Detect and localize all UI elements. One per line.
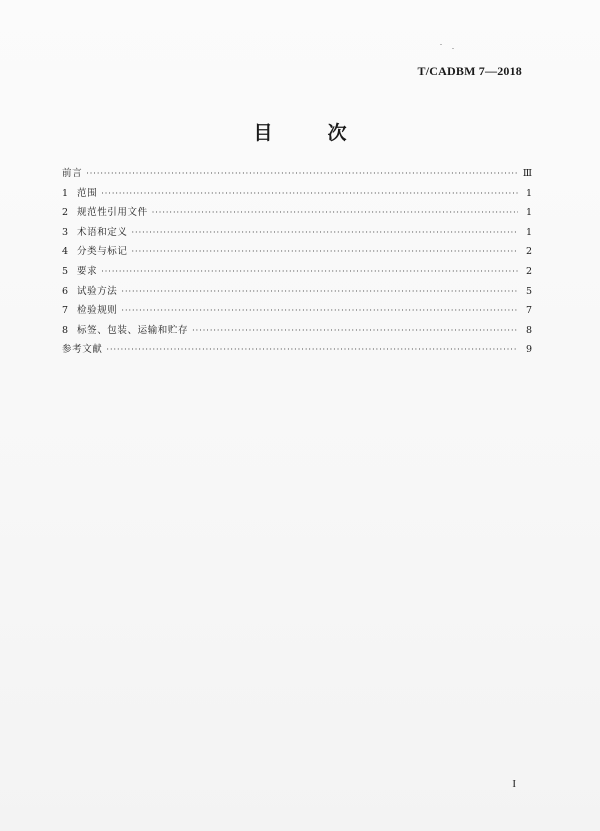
toc-entry-number: 5 [62, 265, 69, 277]
toc-entry-terms-definitions[interactable] [62, 223, 532, 243]
page-number: I [512, 778, 516, 790]
toc-leader-dots [101, 184, 518, 204]
toc-entry-page: 1 [525, 226, 532, 238]
toc-leader-dots [101, 262, 518, 282]
toc-entry-label: 分类与标记 [77, 246, 128, 258]
toc-entry-page: 1 [525, 207, 532, 219]
toc-entry-number: 1 [62, 187, 69, 199]
toc-entry-label: 试验方法 [77, 285, 118, 297]
toc-entry-label: 参考文献 [62, 344, 103, 356]
toc-entry-foreword[interactable] [62, 164, 532, 184]
toc-entry-bibliography[interactable] [62, 340, 532, 360]
toc-entry-number: 2 [62, 207, 69, 219]
toc-entry-test-methods[interactable] [62, 282, 532, 302]
toc-entry-page: 8 [525, 324, 532, 336]
toc-entry-label: 术语和定义 [77, 226, 128, 238]
toc-entry-page: 5 [525, 285, 532, 297]
toc-leader-dots [121, 282, 518, 302]
toc-entry-normative-references[interactable] [62, 203, 532, 223]
toc-entry-label: 要求 [77, 265, 98, 277]
toc-leader-dots [132, 242, 518, 262]
toc-entry-number: 8 [62, 324, 69, 336]
toc-leader-dots [121, 301, 518, 321]
document-code: T/CADBM 7—2018 [417, 64, 522, 78]
toc-entry-page: 7 [525, 305, 532, 317]
toc-entry-number: 7 [62, 305, 69, 317]
toc-entry-label: 前言 [62, 168, 83, 179]
toc-leader-dots [152, 203, 518, 223]
toc-entry-label: 规范性引用文件 [77, 207, 148, 219]
toc-entry-labeling-packaging[interactable] [62, 321, 532, 341]
toc-entry-page: 2 [525, 265, 532, 277]
toc-entry-label: 标签、包装、运输和贮存 [77, 324, 189, 336]
toc-entry-page: Ⅲ [522, 168, 532, 179]
toc-entry-page: 2 [525, 246, 532, 258]
scan-speck [440, 44, 442, 45]
toc-entry-label: 范围 [77, 187, 98, 199]
scan-speck [452, 48, 454, 49]
toc-leader-dots [106, 340, 518, 360]
toc-entry-number: 3 [62, 226, 69, 238]
toc-entry-label: 检验规则 [77, 305, 118, 317]
toc-entry-number: 4 [62, 246, 69, 258]
toc-entry-scope[interactable] [62, 184, 532, 204]
toc-entry-inspection-rules[interactable] [62, 301, 532, 321]
toc-leader-dots [86, 164, 518, 184]
toc-entry-classification-marking[interactable] [62, 242, 532, 262]
toc-entry-page: 1 [525, 187, 532, 199]
toc-entry-number: 6 [62, 285, 69, 297]
toc-list [62, 164, 532, 360]
toc-title: 目 次 [253, 122, 365, 144]
toc-leader-dots [192, 321, 518, 341]
toc-leader-dots [132, 223, 518, 243]
toc-entry-page: 9 [525, 344, 532, 356]
toc-entry-requirements[interactable] [62, 262, 532, 282]
